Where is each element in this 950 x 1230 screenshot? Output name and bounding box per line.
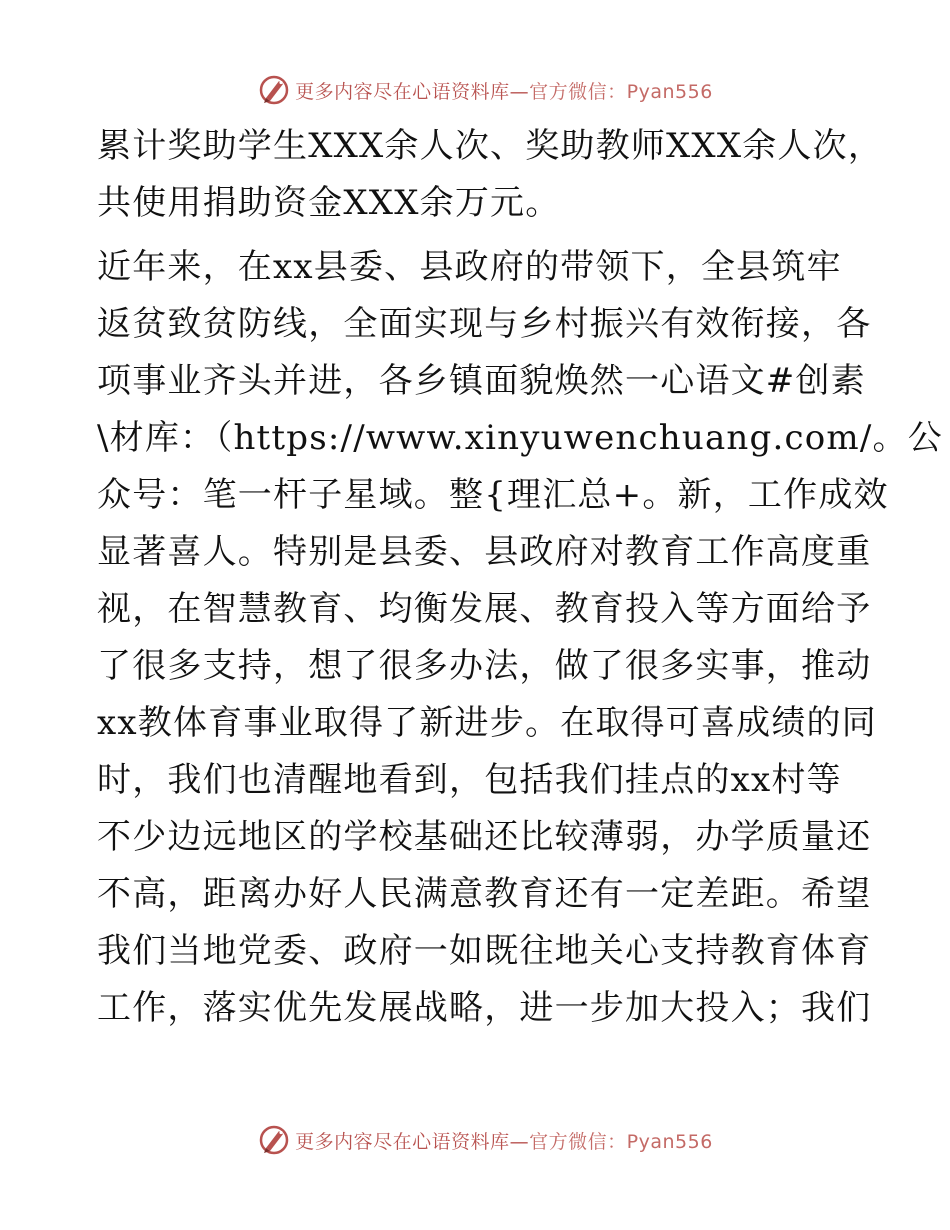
- watermark-sub: 官方微信：Pyan556: [529, 80, 713, 103]
- pen-logo-icon: [257, 73, 291, 107]
- footer-watermark: [0, 1120, 950, 1160]
- text-line: 不少边远地区的学校基础还比较薄弱，办学质量还: [97, 817, 872, 857]
- text-line: 视，在智慧教育、均衡发展、教育投入等方面给予: [97, 589, 872, 629]
- paragraph-1: [97, 118, 884, 232]
- watermark-main: 更多内容尽在心语资料库: [295, 1130, 510, 1153]
- watermark-main: 更多内容尽在心语资料库: [295, 80, 510, 103]
- text-line: 累计奖助学生XXX余人次、奖助教师XXX余人次，: [97, 126, 884, 166]
- watermark-separator: —: [509, 1130, 530, 1153]
- text-line: 近年来，在xx县委、县政府的带领下，全县筑牢: [97, 247, 842, 287]
- text-line: 不高，距离办好人民满意教育还有一定差距。希望: [97, 874, 872, 914]
- header-watermark: [0, 70, 950, 110]
- text-line: xx教体育事业取得了新进步。在取得可喜成绩的同: [97, 703, 877, 743]
- watermark-text: [295, 1127, 713, 1154]
- text-line: 项事业齐头并进，各乡镇面貌焕然一心语文#创素: [97, 361, 866, 401]
- text-line: 返贫致贫防线，全面实现与乡村振兴有效衔接，各: [97, 304, 872, 344]
- text-line: 显著喜人。特别是县委、县政府对教育工作高度重: [97, 532, 872, 572]
- text-line: 众号：笔一杆子星域。整{理汇总+。新，工作成效: [97, 475, 889, 515]
- text-line: 我们当地党委、政府一如既往地关心支持教育体育: [97, 931, 872, 971]
- text-line: 共使用捐助资金XXX余万元。: [97, 183, 561, 223]
- text-line: 了很多支持，想了很多办法，做了很多实事，推动: [97, 646, 872, 686]
- watermark-separator: —: [509, 80, 530, 103]
- document-body: [97, 118, 943, 1037]
- text-line: 时，我们也清醒地看到，包括我们挂点的xx村等: [97, 760, 842, 800]
- paragraph-2: [97, 239, 943, 1037]
- text-line: \材库：（https://www.xinyuwenchuang.com/。公: [97, 418, 943, 458]
- pen-logo-icon: [257, 1123, 291, 1157]
- watermark-text: [295, 77, 713, 104]
- text-line: 工作，落实优先发展战略，进一步加大投入；我们: [97, 988, 872, 1028]
- watermark-sub: 官方微信：Pyan556: [529, 1130, 713, 1153]
